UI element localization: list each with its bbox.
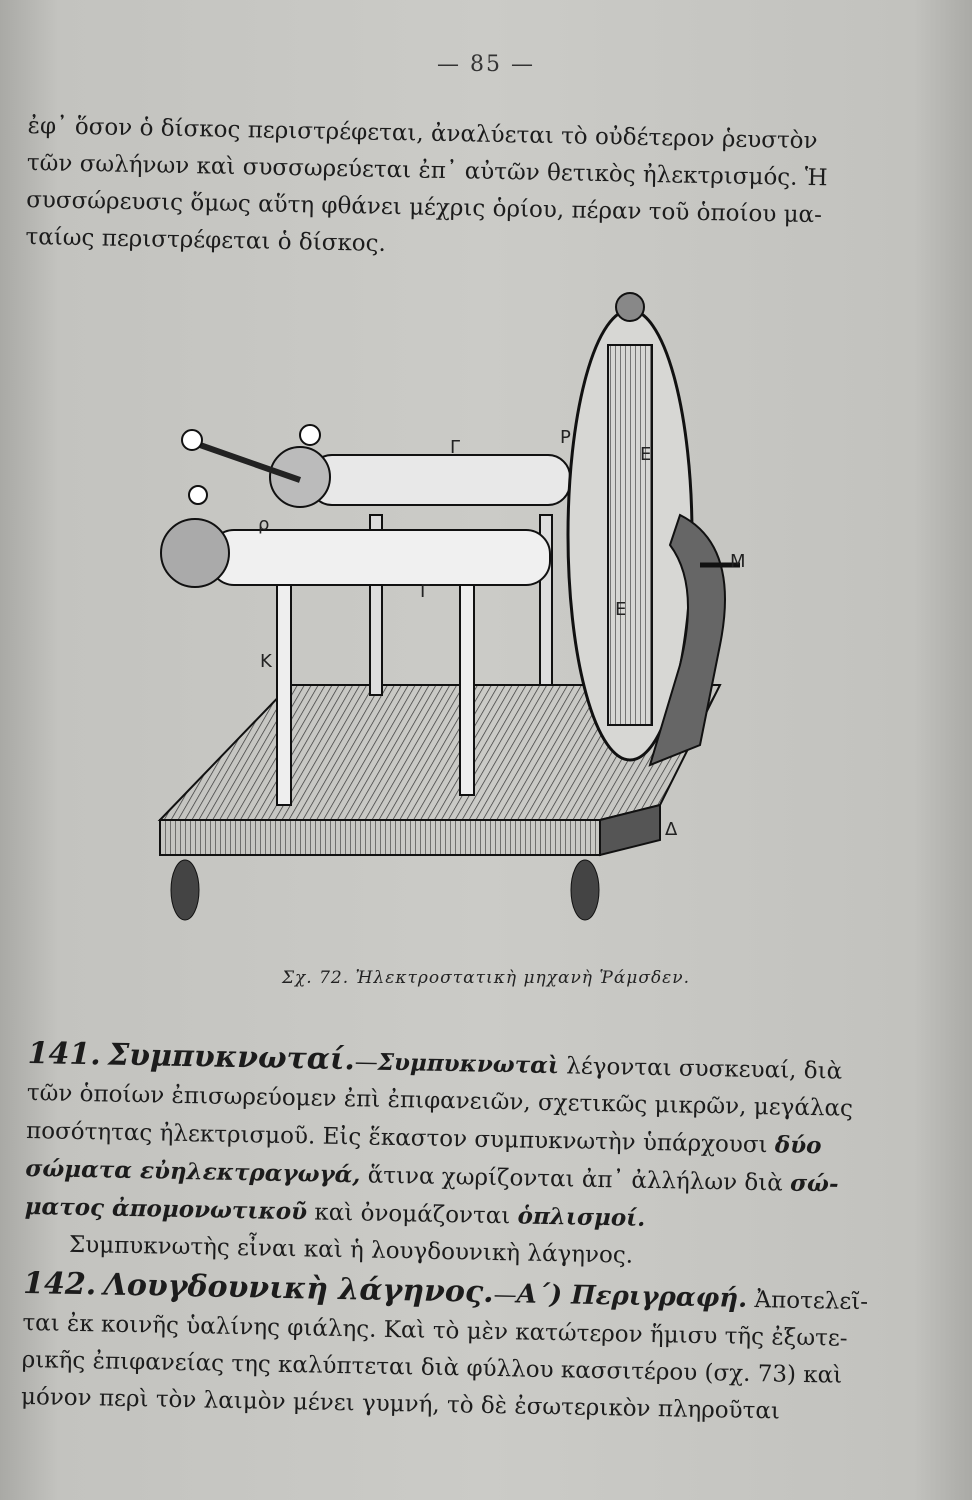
base-front xyxy=(160,820,600,855)
subheading: Α΄) Περιγραφή. xyxy=(516,1279,748,1314)
text-line: συσσώρευσις ὅμως αὕτη φθάνει μέχρις ὁρίου, πέραν τοῦ ὁποίου μα- xyxy=(25,186,823,229)
conductor-ball xyxy=(161,519,229,587)
figure-label: Γ xyxy=(450,437,461,458)
figure-label: ρ xyxy=(258,514,270,535)
text-line: μόνον περὶ τὸν λαιμὸν μένει γυμνή, τὸ δὲ ἐσωτερικὸν πληροῦται xyxy=(20,1383,781,1425)
figure-label: E xyxy=(615,599,627,620)
bold-text: σώματα εὐηλεκτραγωγά, xyxy=(25,1154,361,1189)
figure-label: P xyxy=(560,427,571,448)
figure-label: Γ xyxy=(420,581,431,602)
text-line: τῶν ὁποίων ἐπισωρεύομεν ἐπὶ ἐπιφανειῶν, σχετικῶς μικρῶν, μεγάλας xyxy=(26,1079,854,1122)
section-141 xyxy=(21,1035,870,1432)
bold-text: ὁπλισμοί. xyxy=(517,1202,646,1232)
pillar xyxy=(277,575,291,805)
pillar xyxy=(460,580,474,795)
figure-label: Δ xyxy=(665,819,678,840)
top-paragraph xyxy=(25,108,870,272)
page-number: — 85 — xyxy=(437,52,535,77)
text-line: ται ἐκ κοινῆς ὑαλίνης φιάλης. Καὶ τὸ μὲν κατώτερον ἥμισυ τῆς ἐξωτε- xyxy=(22,1309,848,1352)
foot xyxy=(571,860,599,920)
text-line: ἐφ᾽ ὅσον ὁ δίσκος περιστρέφεται, ἀναλύεται τὸ οὐδέτερον ῥευστὸν xyxy=(27,112,818,155)
figure-label: K xyxy=(260,651,272,672)
section-number: 142. xyxy=(22,1265,97,1303)
text: ποσότητας ἠλεκτρισμοῦ. Εἰς ἕκαστον συμπυκνωτὴν ὑπάρχουσι xyxy=(25,1117,768,1159)
text-line: τῶν σωλήνων καὶ συσσωρεύεται ἐπ᾽ αὐτῶν θετικὸς ἠλεκτρισμός. Ἡ xyxy=(26,149,828,192)
dash: — xyxy=(354,1049,379,1076)
section-title: Λουγδουνικὴ λάγηνος. xyxy=(103,1267,494,1310)
dash: — xyxy=(493,1281,517,1309)
text: καὶ ὀνομάζονται xyxy=(314,1199,511,1230)
figure-label: M xyxy=(730,551,746,572)
figure-caption: Σχ. 72. Ἠλεκτροστατικὴ μηχανὴ Ῥάμσδεν. xyxy=(281,968,691,988)
text: λέγονται συσκευαί, διὰ xyxy=(566,1053,843,1085)
upper-conductor-tube xyxy=(310,455,570,505)
text: ἅτινα χωρίζονται ἀπ᾽ ἀλλήλων διὰ xyxy=(367,1162,784,1197)
ramsden-machine-figure xyxy=(140,285,780,945)
bold-text: ματος ἀπομονωτικοῦ xyxy=(24,1192,308,1226)
section-number: 141. xyxy=(27,1035,102,1073)
disc-frame xyxy=(608,345,652,725)
section-title: Συμπυκνωταί. xyxy=(107,1037,356,1078)
top-knob xyxy=(616,293,644,321)
bold-text: σώ- xyxy=(789,1169,839,1198)
term: Συμπυκνωταὶ xyxy=(377,1048,560,1080)
text-line: Συμπυκνωτὴς εἶναι καὶ ἡ λουγδουνικὴ λάγηνος. xyxy=(68,1231,634,1269)
text-line: ρικῆς ἐπιφανείας της καλύπτεται διὰ φύλλου κασσιτέρου (σχ. 73) καὶ xyxy=(21,1346,843,1389)
bold-text: δύο xyxy=(774,1131,822,1160)
figure-label: E xyxy=(640,444,652,465)
foot xyxy=(171,860,199,920)
text-line: ταίως περιστρέφεται ὁ δίσκος. xyxy=(25,223,387,257)
lower-conductor-tube xyxy=(210,530,550,585)
text: Ἀποτελεῖ- xyxy=(754,1286,869,1316)
